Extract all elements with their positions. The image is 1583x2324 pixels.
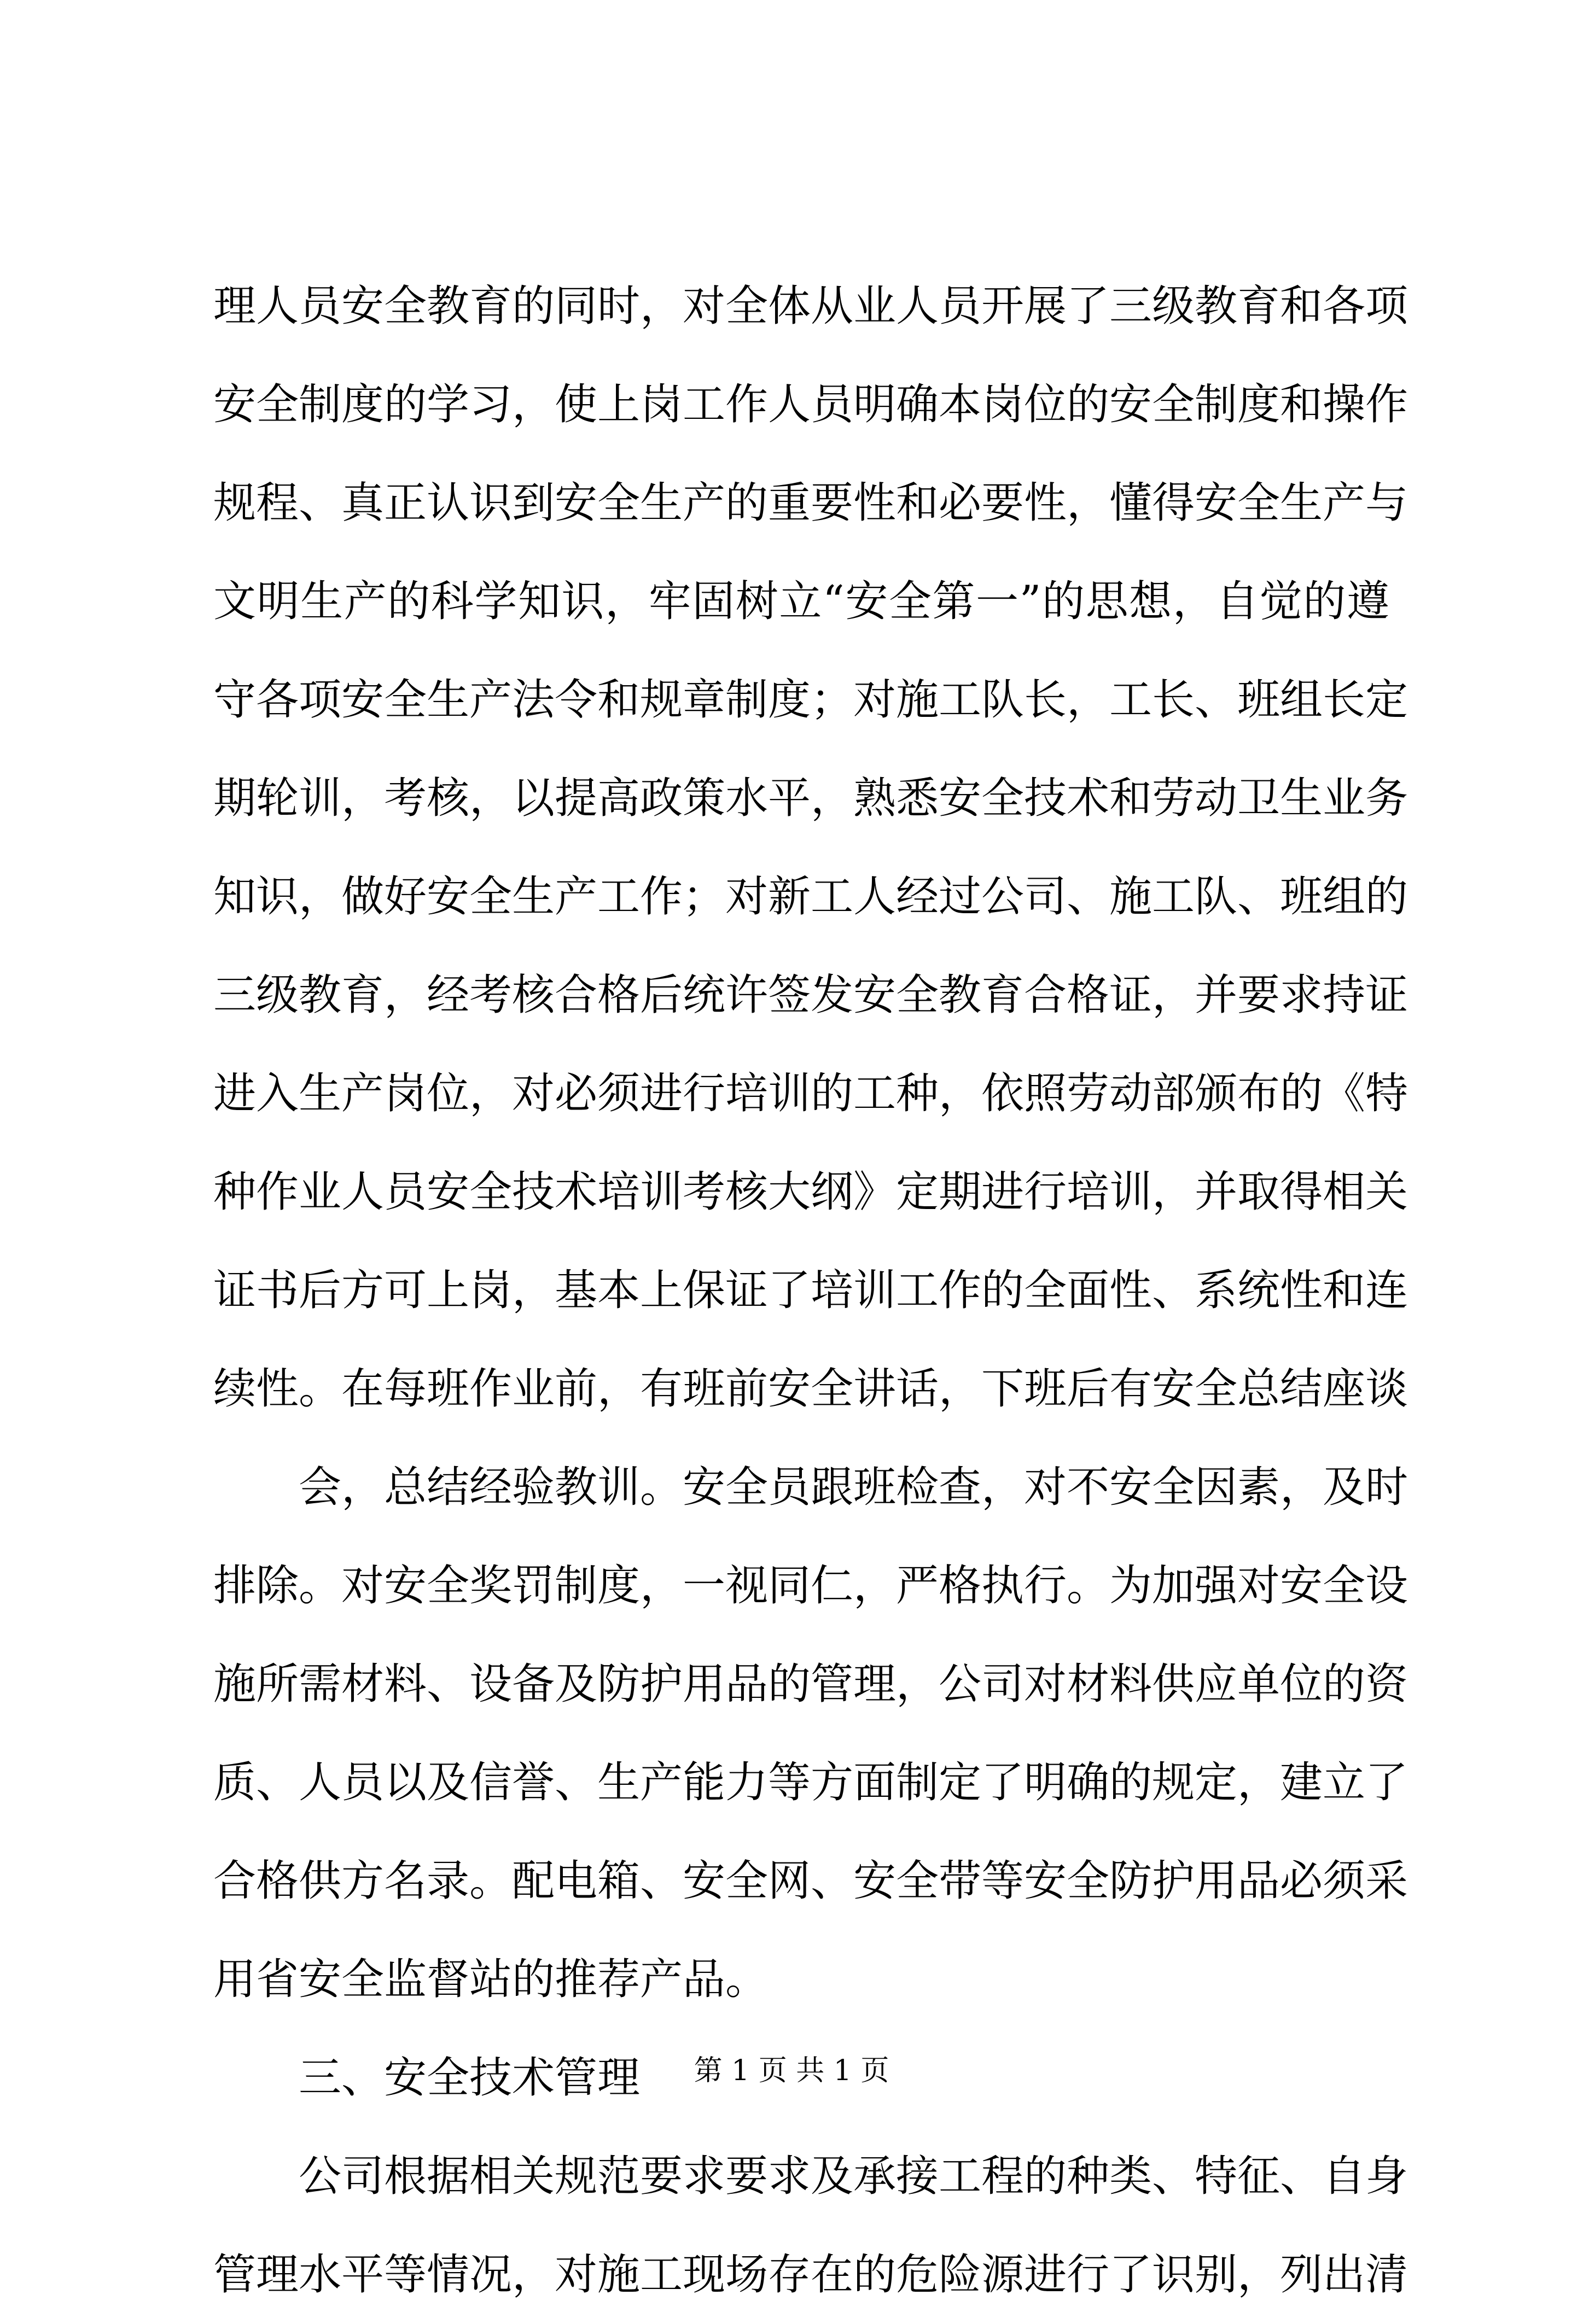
body-text	[213, 257, 1409, 2324]
text-line: 续性。在每班作业前，有班前安全讲话，下班后有安全总结座谈	[213, 1364, 1409, 1414]
text-line: 守各项安全生产法令和规章制度；对施工队长，工长、班组长定	[213, 675, 1409, 725]
text-line: 施所需材料、设备及防护用品的管理，公司对材料供应单位的资	[213, 1660, 1409, 1709]
text-line: 规程、真正认识到安全生产的重要性和必要性，懂得安全生产与	[213, 478, 1409, 528]
text-line: 排除。对安全奖罚制度，一视同仁，严格执行。为加强对安全设	[213, 1561, 1409, 1610]
text-line: 用省安全监督站的推荐产品。	[213, 1955, 769, 2004]
text-line: 进入生产岗位，对必须进行培训的工种，依照劳动部颁布的《特	[213, 1069, 1409, 1118]
section-heading: 三、安全技术管理	[299, 2053, 641, 2103]
text-line: 理人员安全教育的同时，对全体从业人员开展了三级教育和各项	[213, 282, 1409, 331]
text-line: 种作业人员安全技术培训考核大纲》定期进行培训，并取得相关	[213, 1167, 1409, 1217]
text-line: 证书后方可上岗，基本上保证了培训工作的全面性、系统性和连	[213, 1266, 1409, 1315]
text-line: 会，总结经验教训。安全员跟班检查，对不安全因素，及时	[299, 1463, 1409, 1512]
page-footer: 第 1 页 共 1 页	[694, 2054, 889, 2087]
text-line: 文明生产的科学知识，牢固树立“安全第一”的思想，自觉的遵	[213, 577, 1389, 626]
text-line: 期轮训，考核，以提高政策水平，熟悉安全技术和劳动卫生业务	[213, 774, 1409, 823]
text-line: 安全制度的学习，使上岗工作人员明确本岗位的安全制度和操作	[213, 380, 1409, 429]
text-line: 管理水平等情况，对施工现场存在的危险源进行了识别，列出清	[213, 2250, 1409, 2299]
text-line: 三级教育，经考核合格后统许签发安全教育合格证，并要求持证	[213, 971, 1409, 1020]
text-line: 合格供方名录。配电箱、安全网、安全带等安全防护用品必须采	[213, 1856, 1409, 1906]
text-line: 知识，做好安全生产工作；对新工人经过公司、施工队、班组的	[213, 872, 1409, 921]
text-line: 质、人员以及信誉、生产能力等方面制定了明确的规定，建立了	[213, 1758, 1409, 1807]
text-line: 公司根据相关规范要求要求及承接工程的种类、特征、自身	[299, 2152, 1409, 2201]
